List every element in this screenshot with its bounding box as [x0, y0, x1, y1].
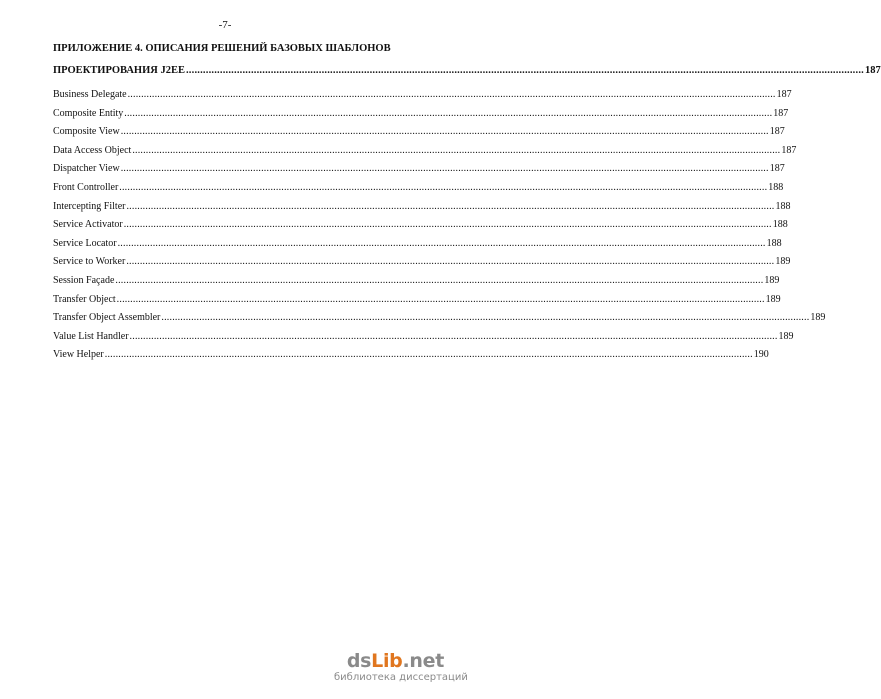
- logo-lib-text: Lib: [371, 650, 403, 672]
- dot-leader: [117, 291, 765, 310]
- toc-entry-page: 187: [769, 126, 785, 138]
- dot-leader: [119, 179, 767, 198]
- logo-net-text: .net: [402, 650, 444, 672]
- dot-leader: [121, 123, 769, 142]
- toc-entry-page: 187: [781, 144, 797, 156]
- toc-entry-label: Service Locator: [53, 237, 117, 249]
- toc-entry-page: 189: [775, 256, 791, 268]
- toc-heading-line1: ПРИЛОЖЕНИЕ 4. ОПИСАНИЯ РЕШЕНИЙ БАЗОВЫХ ШАБЛОНОВ: [53, 43, 391, 54]
- toc-heading-line2: ПРОЕКТИРОВАНИЯ J2EE: [53, 65, 185, 76]
- toc-entry: [53, 198, 791, 217]
- dslib-watermark: [334, 650, 468, 684]
- toc-entry-page: 188: [766, 237, 782, 249]
- dot-leader: [130, 328, 778, 347]
- dot-leader: [128, 86, 776, 105]
- dot-leader: [121, 160, 769, 179]
- toc-entry-page: 189: [778, 330, 794, 342]
- toc-entry: [53, 105, 789, 124]
- toc-entry: [53, 346, 769, 365]
- dot-leader: [186, 65, 864, 76]
- toc-entry-label: Composite Entity: [53, 107, 124, 119]
- toc-heading-page: 187: [864, 65, 881, 76]
- toc-entry: [53, 179, 784, 198]
- toc-entry: [53, 272, 780, 291]
- toc-entry-page: 189: [764, 274, 780, 286]
- toc-entry-page: 189: [765, 293, 781, 305]
- dot-leader: [126, 198, 774, 217]
- toc-entry-label: Data Access Object: [53, 144, 132, 156]
- watermark-subtitle: библиотека диссертаций: [334, 672, 468, 683]
- toc-entry: [53, 216, 788, 235]
- toc-entry-label: View Helper: [53, 349, 104, 361]
- toc-entry-page: 188: [772, 219, 788, 231]
- toc-entry-label: Session Façade: [53, 274, 115, 286]
- dot-leader: [124, 105, 772, 124]
- toc-entry: [53, 309, 826, 328]
- toc-entry-label: Front Controller: [53, 181, 119, 193]
- dot-leader: [161, 309, 809, 328]
- toc-entry-label: Composite View: [53, 126, 120, 138]
- table-of-contents: [53, 42, 881, 365]
- toc-entry: [53, 328, 794, 347]
- logo-ds-text: ds: [346, 650, 372, 672]
- toc-entry: [53, 123, 785, 142]
- toc-entry-label: Transfer Object: [53, 293, 116, 305]
- toc-entry: [53, 86, 792, 105]
- toc-entry-label: Value List Handler: [53, 330, 129, 342]
- toc-entry-label: Service Activator: [53, 219, 123, 231]
- page-number: -7-: [218, 19, 232, 31]
- dot-leader: [118, 235, 766, 254]
- toc-entry-page: 187: [769, 163, 785, 175]
- toc-entry-label: Dispatcher View: [53, 163, 120, 175]
- toc-entry: [53, 291, 781, 310]
- toc-entry-label: Intercepting Filter: [53, 200, 126, 212]
- toc-entry: [53, 253, 791, 272]
- toc-entry: [53, 142, 797, 161]
- dot-leader: [132, 142, 780, 161]
- toc-entry-page: 188: [768, 181, 784, 193]
- dot-leader: [126, 253, 774, 272]
- toc-entry: [53, 160, 785, 179]
- toc-entry-label: Transfer Object Assembler: [53, 312, 161, 324]
- toc-entry-page: 187: [773, 107, 789, 119]
- dot-leader: [105, 346, 753, 365]
- toc-entry-page: 188: [775, 200, 791, 212]
- toc-entry: [53, 235, 782, 254]
- dot-leader: [115, 272, 763, 291]
- dot-leader: [124, 216, 772, 235]
- toc-entry-page: 187: [776, 89, 792, 100]
- toc-entry-page: 189: [810, 312, 826, 324]
- toc-heading-row: [53, 65, 881, 76]
- toc-entry-page: 190: [753, 349, 769, 361]
- dslib-logo: [334, 651, 444, 671]
- toc-entry-label: Service to Worker: [53, 256, 126, 268]
- toc-entry-label: Business Delegate: [53, 89, 127, 100]
